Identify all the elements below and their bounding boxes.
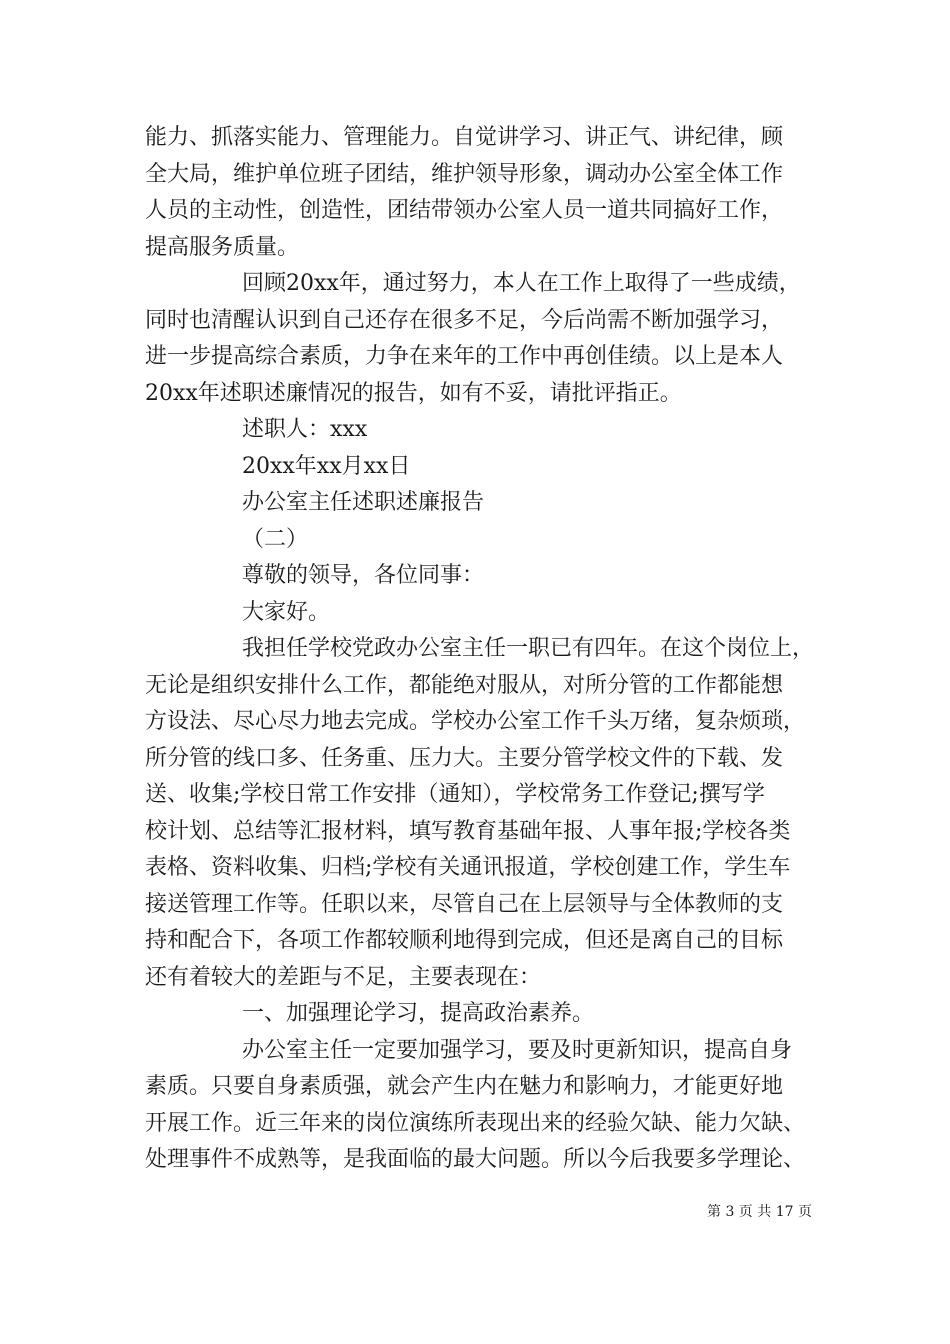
text-line: 素质。只要自身素质强，就会产生内在魅力和影响力，才能更好地 [145,1074,784,1099]
text-line: 所分管的线口多、任务重、压力大。主要分管学校文件的下载、发 [145,745,784,771]
page-number: 第 3 页 共 17 页 [707,1204,812,1220]
text-line: 表格、资料收集、归档;学校有关通讯报道，学校创建工作，学生车 [145,855,791,880]
text-line: 方设法、尽心尽力地去完成。学校办公室工作千头万绪，复杂烦琐， [145,709,806,734]
text-line: 持和配合下，各项工作都较顺利地得到完成，但还是离自己的目标 [145,928,784,953]
text-line: 办公室主任述职述廉报告 [242,490,485,515]
text-line: 我担任学校党政办公室主任一职已有四年。在这个岗位上， [242,636,815,661]
text-line: 能力、抓落实能力、管理能力。自觉讲学习、讲正气、讲纪律，顾 [145,125,784,150]
text-line: 办公室主任一定要加强学习，要及时更新知识，提高自身 [242,1037,793,1063]
text-line: 接送管理工作等。任职以来，尽管自己在上层领导与全体教师的支 [145,891,784,917]
text-line: 处理事件不成熟等，是我面临的最大问题。所以今后我要多学理论、 [145,1147,806,1172]
text-line: 校计划、总结等汇报材料，填写教育基础年报、人事年报;学校各类 [145,818,791,844]
text-line: 送、收集;学校日常工作安排（通知），学校常务工作登记;撰写学 [145,782,765,807]
text-line: 人员的主动性，创造性，团结带领办公室人员一道共同搞好工作， [145,198,784,223]
text-line: 开展工作。近三年来的岗位演练所表现出来的经验欠缺、能力欠缺、 [145,1110,806,1136]
document-body [145,120,825,1179]
text-line: 还有着较大的差距与不足，主要表现在： [145,964,542,990]
text-line: 一、加强理论学习，提高政治素养。 [242,1001,595,1026]
text-line: 同时也清醒认识到自己还存在很多不足，今后尚需不断加强学习， [145,307,784,333]
text-line: 提高服务质量。 [145,234,300,260]
text-line: 20xx年述职述廉情况的报告，如有不妥，请批评指正。 [145,380,682,406]
text-line: 进一步提高综合素质，力争在来年的工作中再创佳绩。以上是本人 [145,344,784,369]
text-line: 述职人：xxx [242,417,368,442]
text-line: 20xx年xx月xx日 [242,453,411,479]
text-line: （二） [242,526,309,552]
text-line: 大家好。 [242,599,331,625]
text-line: 回顾20xx年，通过努力，本人在工作上取得了一些成绩， [242,271,801,296]
text-line: 尊敬的领导，各位同事： [242,563,485,588]
text-line: 全大局，维护单位班子团结，维护领导形象，调动办公室全体工作 [145,161,784,187]
text-line: 无论是组织安排什么工作，都能绝对服从，对所分管的工作都能想 [145,672,784,698]
